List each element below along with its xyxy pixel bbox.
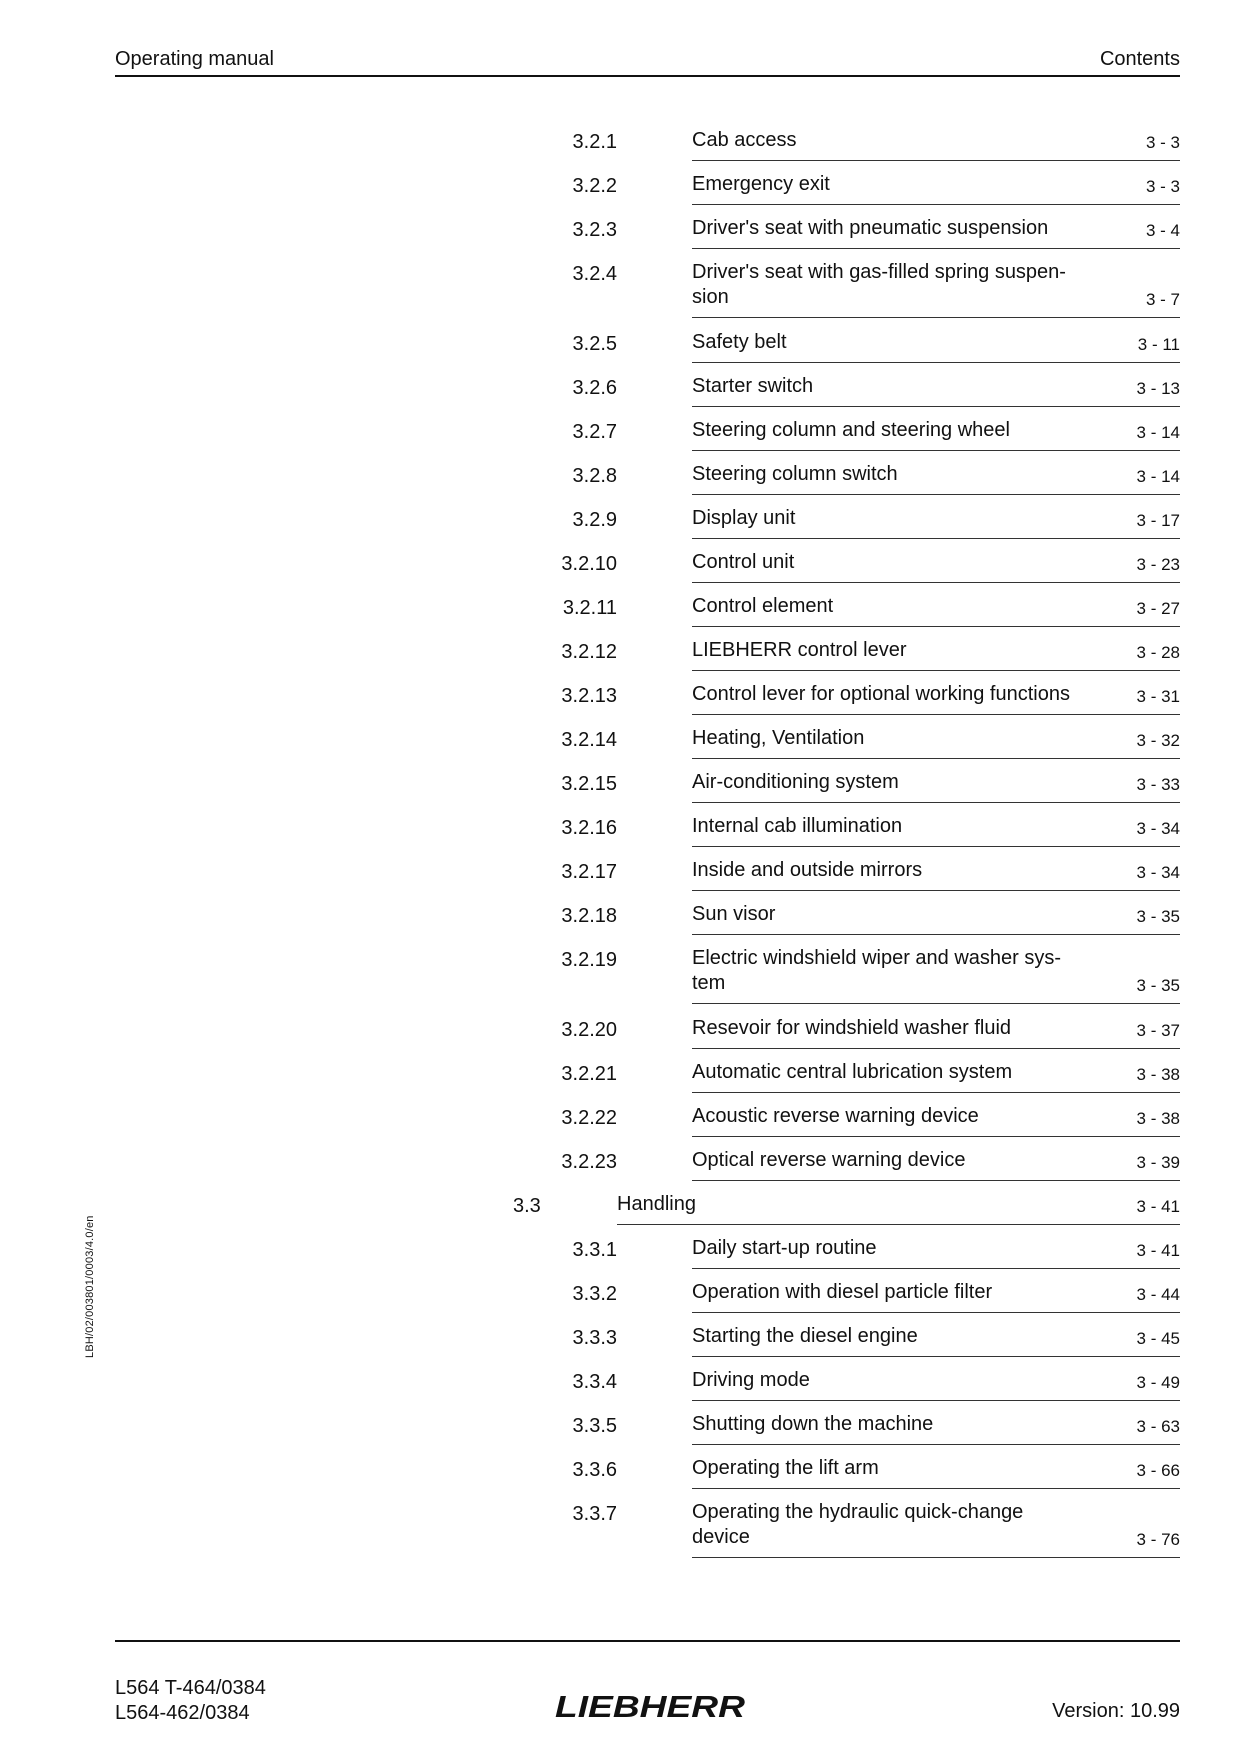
toc-title: Safety belt (692, 331, 787, 353)
toc-entry (692, 597, 1180, 627)
toc-number: 3.2.23 (561, 1151, 617, 1173)
toc-number: 3.2.4 (572, 263, 617, 285)
toc-title: Operation with diesel particle filter (692, 1281, 993, 1303)
toc-number: 3.2.1 (572, 131, 617, 153)
toc-number: 3.2.13 (561, 685, 617, 707)
toc-page-number: 3 - 3 (1145, 133, 1180, 152)
toc-page-number: 3 - 33 (1136, 775, 1180, 794)
toc-page-number: 3 - 11 (1137, 335, 1180, 354)
toc-number: 3.2.12 (561, 641, 617, 663)
toc-page-number: 3 - 4 (1145, 221, 1180, 240)
toc-page-number: 3 - 7 (1145, 290, 1180, 309)
toc-title: Operating the lift arm (692, 1457, 879, 1479)
toc-number: 3.2.22 (561, 1107, 617, 1129)
toc-number: 3.2.19 (561, 949, 617, 971)
toc-number: 3.2.9 (572, 509, 617, 531)
toc-page-number: 3 - 3 (1145, 177, 1180, 196)
header-title: Operating manual (115, 48, 274, 70)
header-section: Contents (1099, 48, 1180, 70)
toc-number: 3.2.16 (561, 817, 617, 839)
toc-entry (692, 175, 1180, 205)
toc-page-number: 3 - 27 (1136, 599, 1180, 618)
toc-number: 3.2.17 (561, 861, 617, 883)
toc-entry (692, 553, 1180, 583)
toc-title: Cab access (692, 129, 797, 151)
liebherr-logo (552, 1690, 748, 1722)
toc-title: Heating, Ventilation (692, 727, 865, 749)
toc-title: Control element (692, 595, 834, 617)
toc-entry (692, 1151, 1180, 1181)
toc-entry (692, 685, 1180, 715)
toc-page-number: 3 - 35 (1136, 907, 1180, 926)
toc-title: Inside and outside mirrors (692, 859, 923, 881)
toc-number: 3.3.1 (572, 1239, 617, 1261)
toc-entry (692, 1239, 1180, 1269)
toc-entry (692, 1371, 1180, 1401)
toc-entry (692, 861, 1180, 891)
footer-model-line1: L564 T-464/0384 (115, 1677, 266, 1699)
toc-entry (617, 1195, 1180, 1225)
toc-title: Emergency exit (692, 173, 830, 195)
toc-page-number: 3 - 31 (1136, 687, 1180, 706)
toc-title: Resevoir for windshield washer fluid (692, 1017, 1012, 1039)
toc-page-number: 3 - 41 (1136, 1197, 1180, 1216)
toc-title: Driving mode (692, 1369, 810, 1391)
toc-entry (692, 219, 1180, 249)
toc-entry (692, 131, 1180, 161)
toc-number: 3.3.6 (572, 1459, 617, 1481)
toc-entry (692, 1327, 1180, 1357)
toc-entry (692, 263, 1180, 318)
toc-page-number: 3 - 66 (1136, 1461, 1180, 1480)
toc-page-number: 3 - 32 (1136, 731, 1180, 750)
toc-title: Starter switch (692, 375, 814, 397)
toc-page-number: 3 - 45 (1136, 1329, 1180, 1348)
toc-page-number: 3 - 37 (1136, 1021, 1180, 1040)
toc-number: 3.3.3 (572, 1327, 617, 1349)
toc-entry (692, 817, 1180, 847)
toc-title: Optical reverse warning device (692, 1149, 966, 1171)
toc-page-number: 3 - 34 (1136, 863, 1180, 882)
toc-page-number: 3 - 38 (1136, 1065, 1180, 1084)
page-header (115, 44, 1180, 77)
footer-divider (115, 1640, 1180, 1642)
toc-entry (692, 421, 1180, 451)
toc-title: Daily start-up routine (692, 1237, 877, 1259)
toc-page-number: 3 - 34 (1136, 819, 1180, 838)
toc-number: 3.2.15 (561, 773, 617, 795)
toc-title: Internal cab illumination (692, 815, 903, 837)
toc-page-number: 3 - 63 (1136, 1417, 1180, 1436)
toc-page-number: 3 - 76 (1136, 1530, 1180, 1549)
toc-title: Steering column and steering wheel (692, 419, 1010, 441)
toc-number: 3.3.5 (572, 1415, 617, 1437)
toc-number: 3.2.21 (561, 1063, 617, 1085)
toc-number: 3.2.8 (572, 465, 617, 487)
toc-title: Steering column switch (692, 463, 898, 485)
toc-page-number: 3 - 13 (1136, 379, 1180, 398)
toc-title: Control unit (692, 551, 795, 573)
toc-page-number: 3 - 39 (1136, 1153, 1180, 1172)
toc-number: 3.2.10 (561, 553, 617, 575)
toc-entry (692, 641, 1180, 671)
toc-number: 3.2.6 (572, 377, 617, 399)
toc-title: Electric windshield wiper and washer sys- tem (692, 947, 1062, 994)
toc-page-number: 3 - 17 (1136, 511, 1180, 530)
toc-title: Sun visor (692, 903, 776, 925)
toc-title: Display unit (692, 507, 796, 529)
toc-entry (692, 377, 1180, 407)
toc-entry (692, 949, 1180, 1004)
toc-entry (692, 1283, 1180, 1313)
toc-page-number: 3 - 44 (1136, 1285, 1180, 1304)
toc-entry (692, 1019, 1180, 1049)
toc-title: Shutting down the machine (692, 1413, 934, 1435)
toc-title: Air-conditioning system (692, 771, 899, 793)
document-code: LBH/02/003801/0003/4.0/en (84, 1215, 96, 1358)
toc-number: 3.3.7 (572, 1503, 617, 1525)
toc-entry (692, 1459, 1180, 1489)
toc-number: 3.2.5 (572, 333, 617, 355)
toc-page-number: 3 - 23 (1136, 555, 1180, 574)
toc-page-number: 3 - 41 (1136, 1241, 1180, 1260)
toc-number: 3.2.11 (562, 597, 617, 619)
toc-title: Driver's seat with gas-filled spring suspen- sion (692, 261, 1066, 308)
toc-page-number: 3 - 14 (1136, 423, 1180, 442)
toc-page-number: 3 - 14 (1136, 467, 1180, 486)
toc-number: 3.2.2 (572, 175, 617, 197)
toc-entry (692, 465, 1180, 495)
toc-entry (692, 509, 1180, 539)
toc-entry (692, 905, 1180, 935)
toc-entry (692, 1063, 1180, 1093)
toc-number: 3.2.7 (572, 421, 617, 443)
toc-entry (692, 333, 1180, 363)
toc-entry (692, 1503, 1180, 1558)
toc-page-number: 3 - 35 (1136, 976, 1180, 995)
toc-entry (692, 1107, 1180, 1137)
footer-model-line2: L564-462/0384 (115, 1702, 250, 1724)
liebherr-logo-text: LIEBHERR (555, 1690, 746, 1722)
toc-page-number: 3 - 28 (1136, 643, 1180, 662)
toc-title: Operating the hydraulic quick-change device (692, 1501, 1024, 1548)
toc-number: 3.2.20 (561, 1019, 617, 1041)
toc-entry (692, 729, 1180, 759)
toc-title: Automatic central lubrication system (692, 1061, 1013, 1083)
toc-number: 3.3 (513, 1195, 541, 1217)
toc-entry (692, 773, 1180, 803)
toc-number: 3.3.2 (572, 1283, 617, 1305)
toc-title: LIEBHERR control lever (692, 639, 907, 661)
toc-page-number: 3 - 49 (1136, 1373, 1180, 1392)
toc-title: Starting the diesel engine (692, 1325, 918, 1347)
footer-version: Version: 10.99 (1052, 1700, 1180, 1722)
toc-number: 3.3.4 (572, 1371, 617, 1393)
footer-model-info (115, 1676, 266, 1726)
toc-title: Acoustic reverse warning device (692, 1105, 979, 1127)
toc-number: 3.2.18 (561, 905, 617, 927)
toc-title: Driver's seat with pneumatic suspension (692, 217, 1049, 239)
toc-title: Control lever for optional working functions (692, 683, 1070, 705)
toc-page-number: 3 - 38 (1136, 1109, 1180, 1128)
toc-number: 3.2.14 (561, 729, 617, 751)
toc-title: Handling (617, 1193, 696, 1215)
toc-entry (692, 1415, 1180, 1445)
toc-number: 3.2.3 (572, 219, 617, 241)
